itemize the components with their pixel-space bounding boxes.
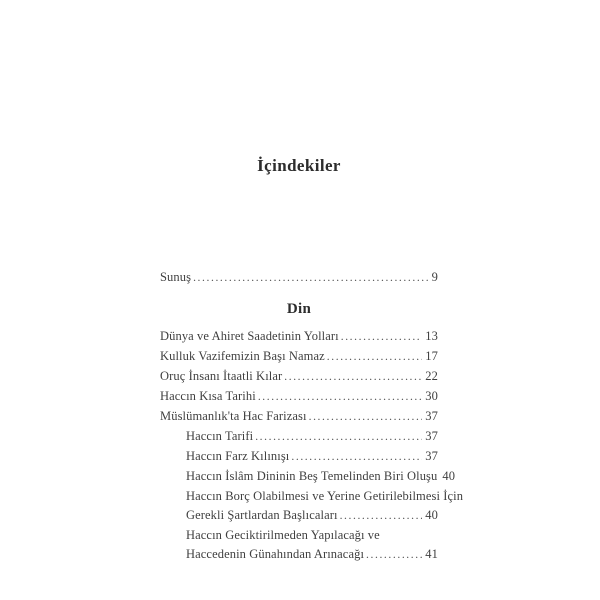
dot-leader: [258, 387, 422, 407]
toc-title: İçindekiler: [257, 156, 341, 175]
dot-leader: [340, 506, 423, 526]
toc-entry-page: 40: [442, 469, 456, 483]
toc-entry-page: 37: [425, 429, 438, 443]
toc-entry: [160, 545, 438, 565]
dot-leader: [366, 545, 422, 565]
toc-entry-label: Sunuş: [160, 270, 192, 284]
toc-entry-label: Kulluk Vazifemizin Başı Namaz: [160, 349, 325, 363]
toc-entry: [160, 367, 438, 387]
dot-leader: [341, 327, 423, 347]
toc-entry-page: 37: [425, 449, 438, 463]
dot-leader: [193, 268, 429, 288]
toc-entry-label: Haccın Geciktirilmeden Yapılacağı ve: [186, 528, 380, 542]
toc-preface-row: [160, 268, 438, 288]
toc-entry-page: 22: [425, 369, 438, 383]
toc-entry-label: Gerekli Şartlardan Başlıcaları: [186, 508, 338, 522]
toc-entry-label: Haccın Tarifi: [186, 429, 254, 443]
toc-entry-label: Haccın Kısa Tarihi: [160, 389, 256, 403]
toc-entry-label: Oruç İnsanı İtaatli Kılar: [160, 369, 283, 383]
toc-entry: [160, 347, 438, 367]
toc-entry-page: 37: [425, 409, 438, 423]
dot-leader: [284, 367, 422, 387]
toc-entry-label: Haccın İslâm Dininin Beş Temelinden Biri Oluşu: [186, 469, 438, 483]
dot-leader: [327, 347, 423, 367]
toc-entry: [160, 427, 438, 447]
toc-entry: [160, 487, 464, 506]
toc-entry-label: Haccedenin Günahından Arınacağı: [186, 547, 365, 561]
toc-entry-page: 41: [425, 547, 438, 561]
toc-entry-page: 30: [425, 389, 438, 403]
toc-entry-label: Haccın Borç Olabilmesi ve Yerine Getirilebilmesi İçin: [186, 489, 464, 503]
section-heading: Din: [286, 301, 312, 317]
toc-entry: [160, 447, 438, 467]
toc-entry-label: Müslümanlık'ta Hac Farizası: [160, 409, 307, 423]
toc-entry: [160, 467, 456, 487]
dot-leader: [255, 427, 422, 447]
toc-entry: [160, 407, 438, 427]
toc-entry: [160, 526, 438, 545]
toc-entry: [160, 387, 438, 407]
toc-entry: [160, 506, 438, 526]
toc-entries: [160, 327, 464, 565]
toc-entry-page: 13: [425, 329, 438, 343]
dot-leader: [291, 447, 422, 467]
dot-leader: [309, 407, 423, 427]
toc-entry-page: 9: [431, 270, 438, 284]
toc: [160, 268, 464, 565]
toc-entry-page: 40: [425, 508, 438, 522]
toc-entry-label: Haccın Farz Kılınışı: [186, 449, 290, 463]
toc-entry-page: 17: [425, 349, 438, 363]
toc-entry-label: Dünya ve Ahiret Saadetinin Yolları: [160, 329, 339, 343]
toc-entry: [160, 327, 438, 347]
